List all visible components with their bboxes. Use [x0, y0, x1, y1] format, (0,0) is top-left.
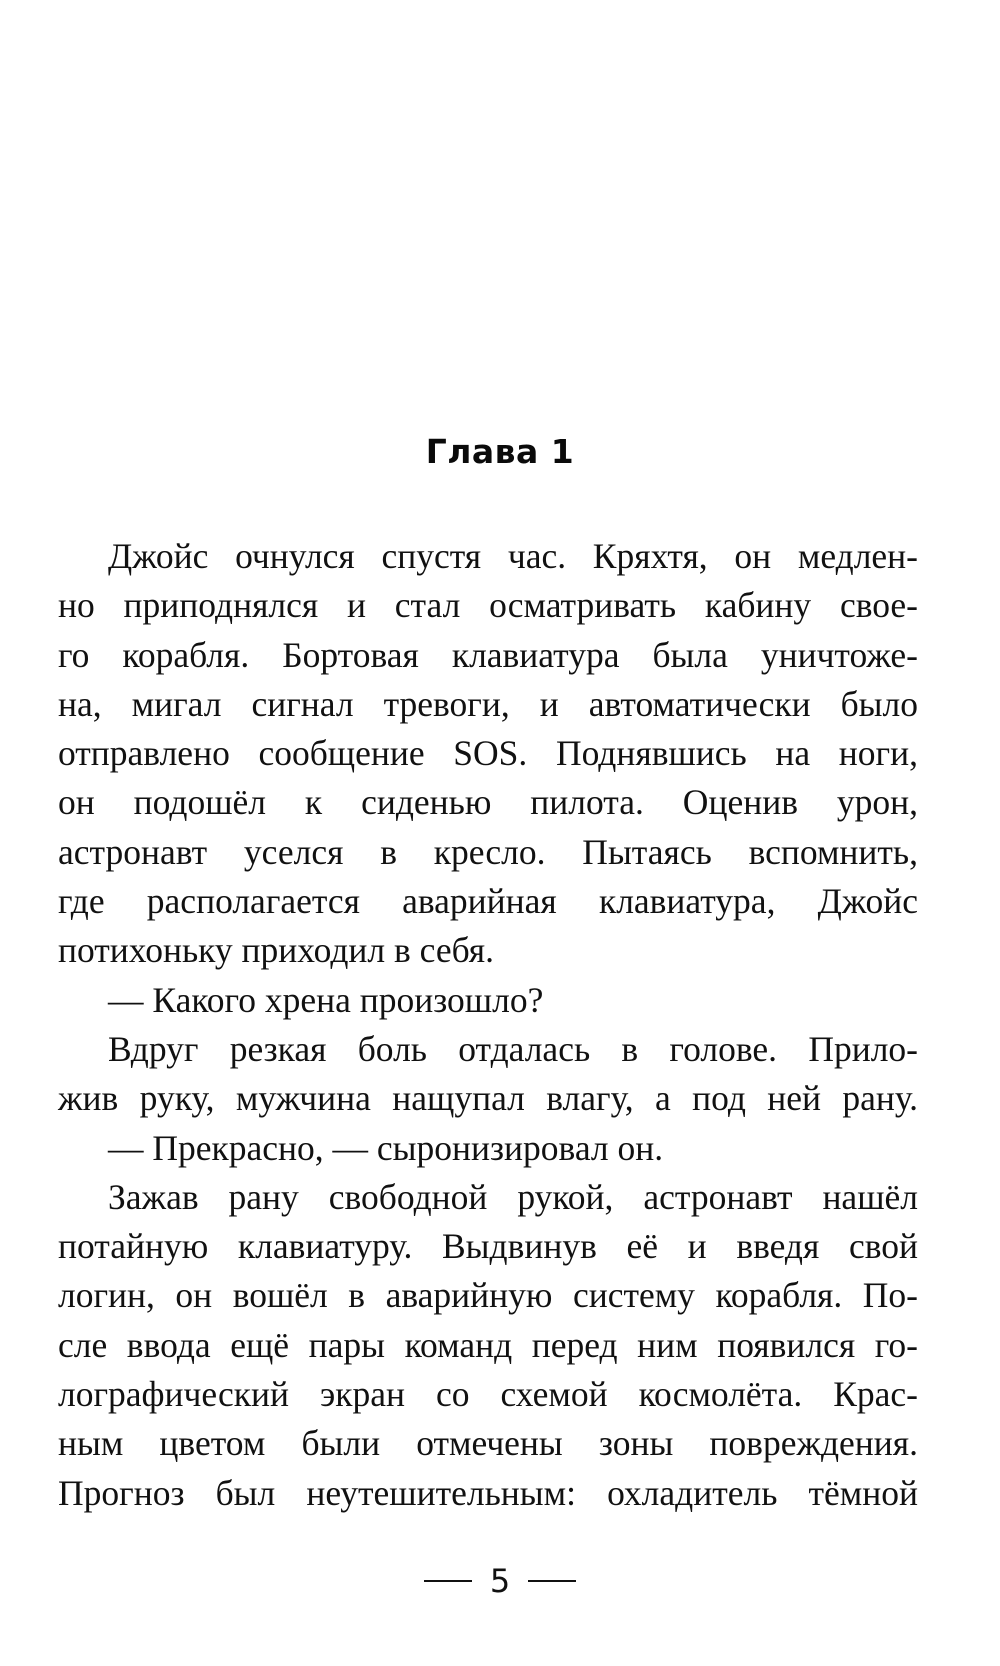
text-line: ным цветом были отмечены зоны повреждения. — [58, 1423, 918, 1464]
text-line: астронавт уселся в кресло. Пытаясь вспомнить, — [58, 831, 918, 872]
text-line: где располагается аварийная клавиатура, Джойс — [58, 881, 918, 922]
text-line: го корабля. Бортовая клавиатура была уничтоже- — [58, 634, 918, 675]
text-line: потихоньку приходил в себя. — [58, 930, 494, 971]
text-line: Зажав рану свободной рукой, астронавт нашёл — [108, 1176, 918, 1217]
chapter-body — [58, 532, 918, 1518]
page-footer — [0, 1562, 1000, 1600]
text-line: потайную клавиатуру. Выдвинув её и введя свой — [58, 1226, 918, 1267]
text-line: сле ввода ещё пары команд перед ним появился го- — [58, 1324, 918, 1365]
chapter-title: Глава 1 — [425, 432, 575, 471]
text-line: Прогноз был неутешительным: охладитель тёмной — [58, 1472, 918, 1513]
text-line: отправлено сообщение SOS. Поднявшись на ноги, — [58, 733, 918, 774]
text-line: Джойс очнулся спустя час. Кряхтя, он медлен- — [108, 536, 918, 576]
page-number: 5 — [489, 1562, 511, 1600]
text-line: лографический экран со схемой космолёта. Крас- — [58, 1374, 918, 1415]
text-line: жив руку, мужчина нащупал влагу, а под ней рану. — [58, 1078, 918, 1119]
text-line: на, мигал сигнал тревоги, и автоматически было — [58, 683, 918, 724]
text-line: — Какого хрена произошло? — [108, 979, 544, 1020]
right-dash-decoration — [528, 1580, 576, 1582]
text-line: Вдруг резкая боль отдалась в голове. Прило- — [108, 1028, 918, 1069]
text-line: — Прекрасно, — сыронизировал он. — [108, 1127, 664, 1168]
text-line: логин, он вошёл в аварийную систему корабля. По- — [58, 1275, 918, 1316]
left-dash-decoration — [424, 1580, 472, 1582]
text-line: но приподнялся и стал осматривать кабину свое- — [58, 585, 918, 626]
text-line: он подошёл к сиденью пилота. Оценив урон, — [58, 782, 918, 823]
